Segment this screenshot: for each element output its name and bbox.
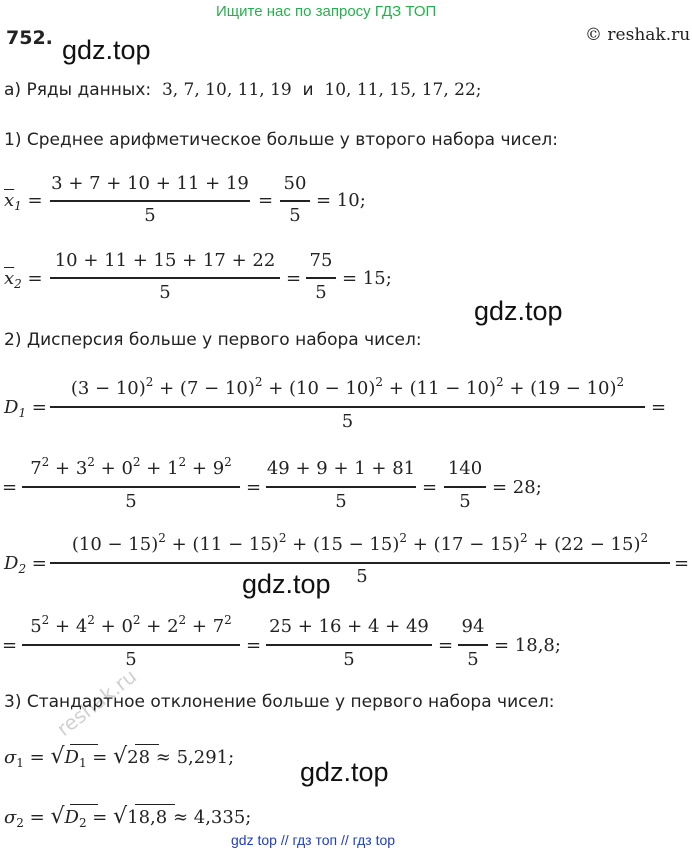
variance-d2-den-sum: 5 (343, 649, 355, 670)
equals: = (2, 635, 18, 656)
part-a-conj: и (302, 80, 314, 100)
variance-d2-total: 94 (461, 616, 485, 637)
std-dev-s2-line: $\sigma_2 = √D_2 = √18,8 \approx 4,335$; (4, 804, 252, 830)
variance-d2-sum: 25 + 16 + 4 + 49 (269, 616, 429, 637)
sqrt-vinculum (70, 804, 98, 805)
fraction-bar (50, 277, 280, 279)
step3-heading: 3) Стандартное отклонение больше у первого набора чисел: (4, 692, 555, 712)
data-set-1: 3, 7, 10, 11, 19 (161, 80, 292, 100)
data-set-2: 10, 11, 15, 17, 22; (324, 80, 482, 100)
watermark-gdz-top: gdz.top (300, 757, 389, 787)
mean-x1-den2: 5 (289, 205, 301, 226)
fraction-bar (444, 486, 486, 488)
fraction-bar (280, 200, 310, 202)
variance-d2-label: $D_2$ = (4, 553, 47, 576)
variance-d2-denominator: 5 (356, 566, 368, 587)
copyright: © reshak.ru (585, 25, 691, 45)
variance-d1-squares: $7^2 + 3^2 + 0^2 + 1^2 + 9^2$ (30, 455, 232, 479)
watermark-gdz-top: gdz.top (474, 296, 563, 326)
mean-x2-denominator: 5 (159, 282, 171, 303)
variance-d1-label: $D_1$ = (4, 397, 47, 420)
mean-x2-label: $\overline{x}_2$ = (4, 268, 43, 291)
equals: = (258, 190, 274, 211)
sqrt-vinculum (135, 744, 159, 745)
fraction-bar (458, 644, 488, 646)
sqrt-vinculum (70, 744, 98, 745)
variance-d2-squares: $5^2 + 4^2 + 0^2 + 2^2 + 7^2$ (30, 613, 232, 637)
equals: = (286, 268, 302, 289)
variance-d1-total: 140 (447, 458, 483, 479)
part-a-prefix: а) Ряды данных: (4, 80, 152, 100)
step1-heading: 1) Среднее арифметическое больше у второго набора чисел: (4, 130, 558, 150)
mean-x1-denominator: 5 (144, 205, 156, 226)
mean-x1-numerator: 3 + 7 + 10 + 11 + 19 (51, 173, 249, 194)
variance-d2-den-total: 5 (467, 649, 479, 670)
footer-links[interactable]: gdz top // гдз топ // гдз top (231, 832, 396, 848)
variance-d1-numerator: $(3 - 10)^2 + (7 - 10)^2 + (10 - 10)^2 + (11 - 10)^2 + (19 - 10)^2$ (70, 375, 625, 399)
std-dev-s1-line: $\sigma_1 = √D_1 = √28 \approx 5,291$; (4, 744, 235, 770)
fraction-bar (50, 200, 250, 202)
mean-x1-num2: 50 (283, 173, 307, 194)
diagonal-watermark: reshak.ru (52, 663, 142, 741)
equals: = (246, 635, 262, 656)
mean-x2-numerator: 10 + 11 + 15 + 17 + 22 (54, 250, 276, 271)
equals: = (422, 477, 438, 498)
equals: = (651, 397, 667, 418)
watermark-gdz-top: gdz.top (242, 569, 331, 599)
fraction-bar (266, 644, 432, 646)
step2-heading: 2) Дисперсия больше у первого набора чисел: (4, 330, 422, 350)
fraction-bar (22, 644, 240, 646)
mean-x2-result: = 15; (342, 268, 392, 289)
fraction-bar (22, 486, 240, 488)
equals: = (438, 635, 454, 656)
mean-x1-result: = 10; (316, 190, 366, 211)
variance-d2-result: = 18,8; (494, 635, 561, 656)
search-banner: Ищите нас по запросу ГДЗ ТОП (216, 3, 437, 20)
equals: = (674, 553, 690, 574)
variance-d2-numerator: $(10 - 15)^2 + (11 - 15)^2 + (15 - 15)^2 + (17 - 15)^2 + (22 - 15)^2$ (71, 531, 649, 555)
variance-d1-den-total: 5 (459, 491, 471, 512)
task-number: 752. (6, 27, 53, 49)
variance-d1-denominator: 5 (341, 411, 354, 432)
fraction-bar (266, 486, 416, 488)
equals: = (246, 477, 262, 498)
variance-d2-den-line2: 5 (125, 649, 137, 670)
mean-x2-den2: 5 (315, 282, 327, 303)
variance-d1-sum: 49 + 9 + 1 + 81 (266, 458, 416, 479)
part-a-line (4, 80, 482, 100)
mean-x2-num2: 75 (309, 250, 333, 271)
fraction-bar (50, 406, 645, 408)
watermark-gdz-top: gdz.top (62, 35, 151, 65)
variance-d1-den-line2: 5 (125, 491, 137, 512)
fraction-bar (306, 277, 336, 279)
variance-d1-den-sum: 5 (335, 491, 347, 512)
sqrt-vinculum (135, 804, 175, 805)
mean-x1-label: $\overline{x}_1$ = (4, 190, 43, 213)
fraction-bar (50, 562, 670, 564)
variance-d1-result: = 28; (492, 477, 542, 498)
equals: = (2, 477, 18, 498)
